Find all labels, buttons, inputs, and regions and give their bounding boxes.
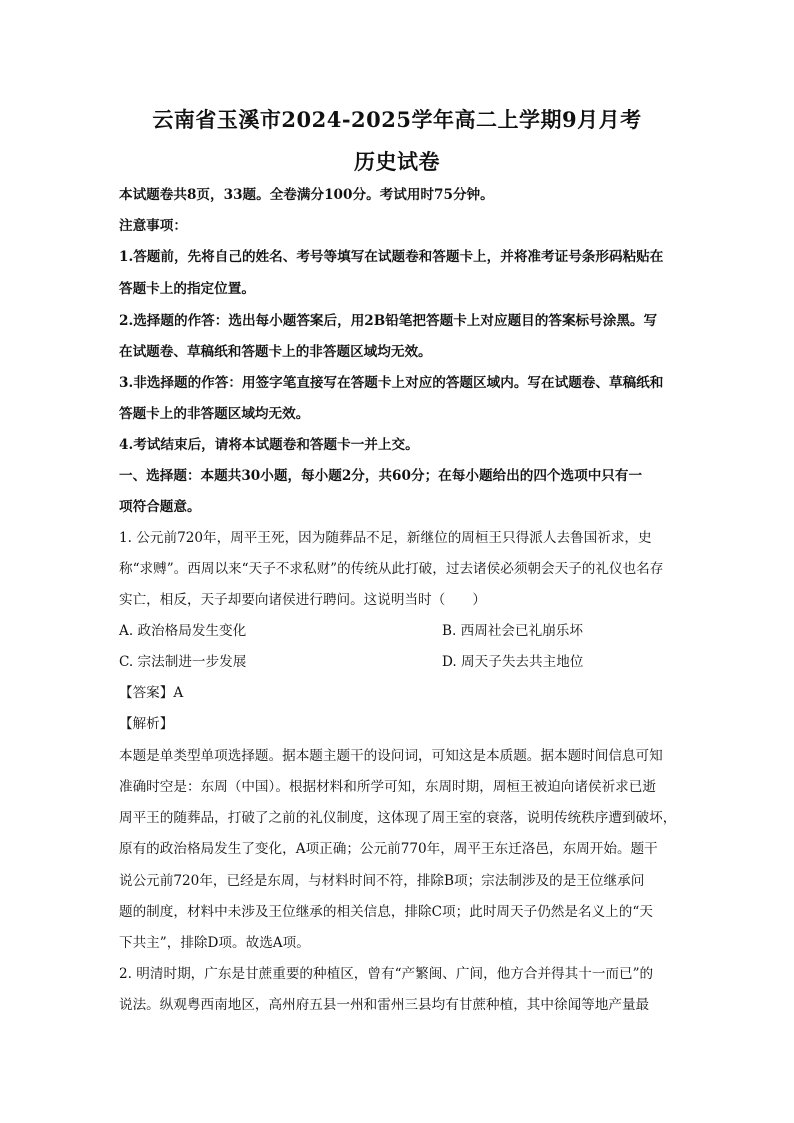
- notice-line: 1.答题前，先将自己的姓名、考号等填写在试题卷和答题卡上，并将准考证号条形码粘贴在: [119, 249, 664, 265]
- analysis-line: 准确时空是：东周（中国）。根据材料和所学可知，东周时期，周桓王被迫向诸侯祈求已逝: [119, 779, 656, 795]
- page-title: 云南省玉溪市2024-2025学年高二上学期9月月考: [152, 107, 642, 132]
- exam-info: 本试题卷共8页，33题。全卷满分100分。考试用时75分钟。: [119, 187, 494, 203]
- section-heading: 项符合题意。: [119, 499, 201, 515]
- analysis-line: 周平王的随葬品，打破了之前的礼仪制度，这体现了周王室的衰落，说明传统秩序遭到破坏，: [119, 810, 677, 826]
- notice-line: 在试题卷、草稿纸和答题卡上的非答题区域均无效。: [119, 344, 432, 360]
- option-b: B. 西周社会已礼崩乐坏: [442, 623, 583, 639]
- notice-line: 3.非选择题的作答：用签字笔直接写在答题卡上对应的答题区域内。写在试题卷、草稿纸和: [119, 375, 664, 391]
- question-1-stem: 实亡，相反，天子却要向诸侯进行聘问。这说明当时（ ）: [119, 592, 487, 608]
- notice-heading: 注意事项：: [119, 218, 187, 234]
- analysis-line: 题的制度，材料中未涉及王位继承的相关信息，排除C项；此时周天子仍然是名义上的“天: [119, 904, 653, 920]
- option-c: C. 宗法制进一步发展: [119, 654, 247, 670]
- analysis-line: 说公元前720年，已经是东周，与材料时间不符，排除B项；宗法制涉及的是王位继承问: [119, 873, 645, 889]
- notice-line: 4.考试结束后，请将本试题卷和答题卡一并上交。: [119, 437, 419, 453]
- question-1-stem: 称“求赙”。西周以来“天子不求私财”的传统从此打破，过去诸侯必须朝会天子的礼仪也名存: [119, 561, 664, 577]
- question-2-stem: 2. 明清时期，广东是甘蔗重要的种植区，曾有“产繁闽、广间，他方合并得其十一而已”的: [119, 966, 654, 982]
- option-a: A. 政治格局发生变化: [119, 623, 247, 639]
- question-1-stem: 1. 公元前720年，周平王死，因为随葬品不足，新继位的周桓王只得派人去鲁国祈求，史: [119, 530, 652, 546]
- notice-line: 答题卡上的指定位置。: [119, 281, 255, 297]
- page-subtitle: 历史试卷: [354, 149, 440, 174]
- analysis-line: 原有的政治格局发生了变化，A项正确；公元前770年，周平王东迁洛邑，东周开始。题干: [119, 841, 658, 857]
- analysis-heading: 【解析】: [119, 716, 174, 732]
- question-2-stem: 说法。纵观粤西南地区，高州府五县一州和雷州三县均有甘蔗种植，其中徐闻等地产量最: [119, 997, 650, 1013]
- option-d: D. 周天子失去共主地位: [442, 654, 584, 670]
- notice-line: 答题卡上的非答题区域均无效。: [119, 406, 310, 422]
- analysis-line: 下共主”，排除D项。故选A项。: [119, 935, 310, 951]
- answer-label: 【答案】A: [119, 685, 184, 701]
- analysis-line: 本题是单类型单项选择题。据本题主题干的设问词，可知这是本质题。据本题时间信息可知: [119, 748, 663, 764]
- section-heading: 一、选择题：本题共30小题，每小题2分，共60分；在每小题给出的四个选项中只有一: [119, 468, 643, 484]
- notice-line: 2.选择题的作答：选出每小题答案后，用2B铅笔把答题卡上对应题目的答案标号涂黑。写: [119, 313, 658, 329]
